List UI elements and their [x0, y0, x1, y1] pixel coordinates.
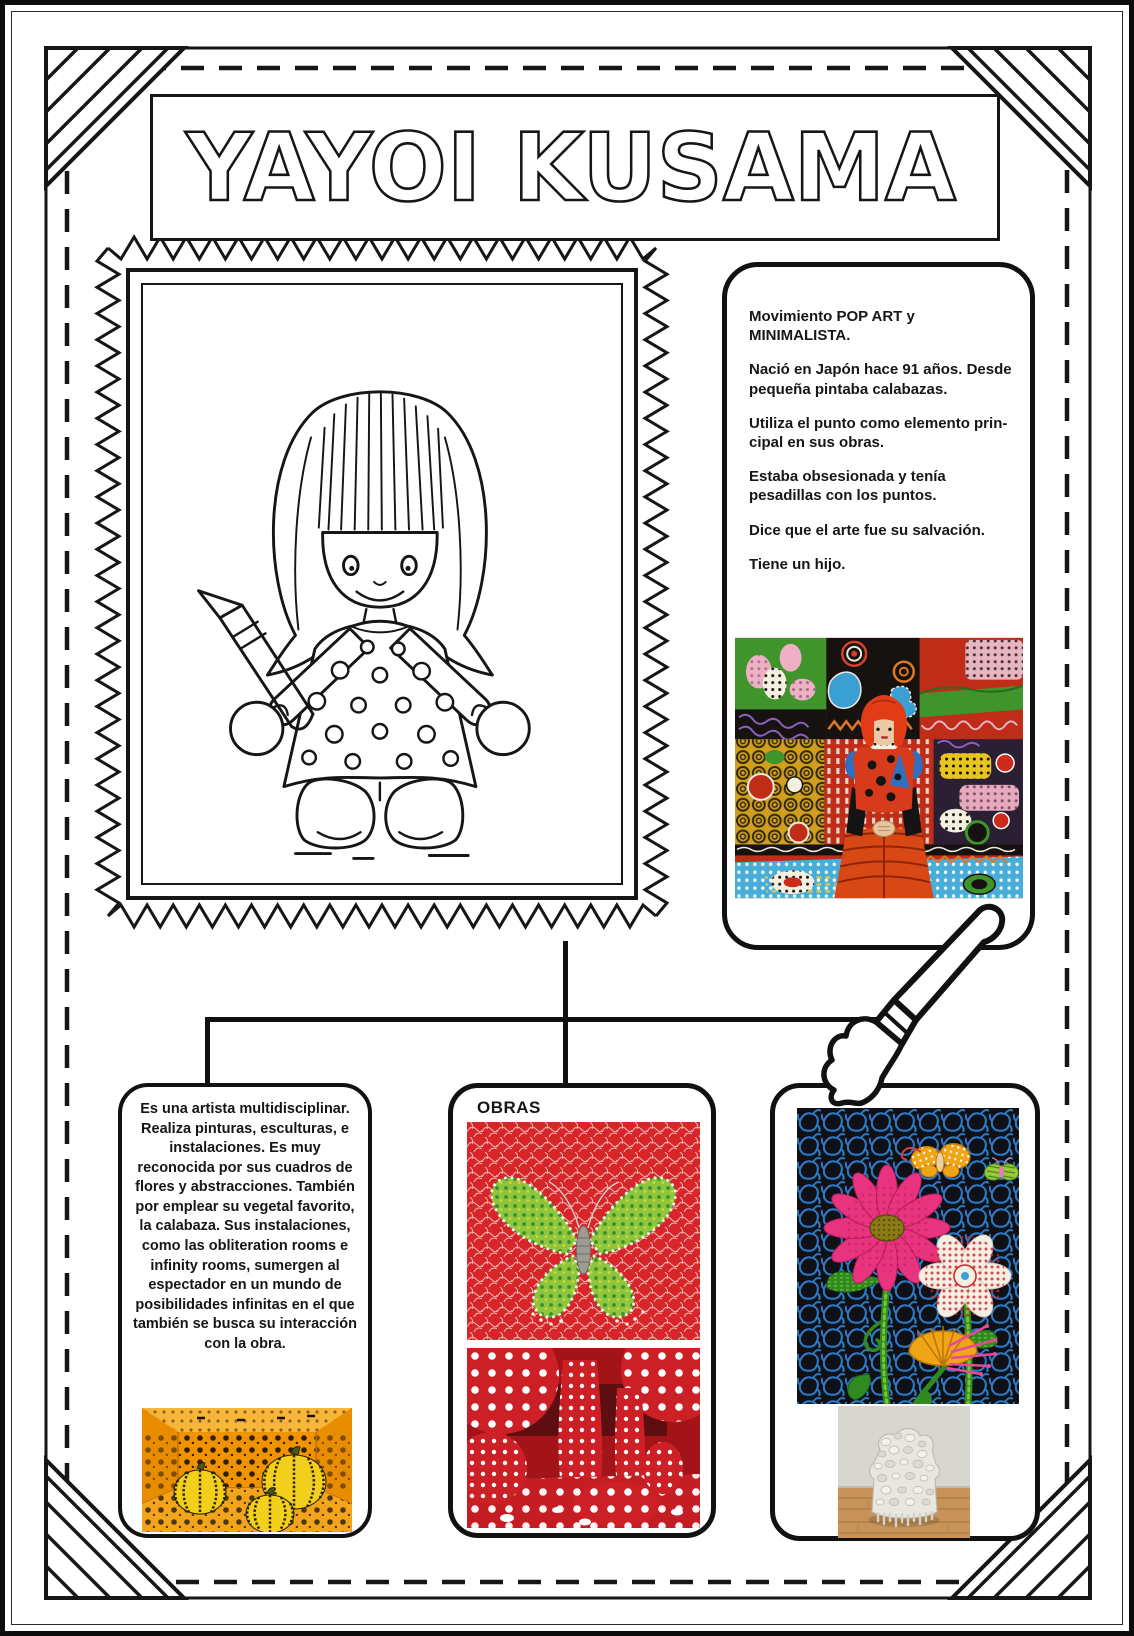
connector-vertical-left: [205, 1017, 210, 1083]
info-paragraph: Utiliza el punto como elemento principal en sus obras.: [749, 414, 1008, 451]
page-title: YAYOI KUSAMA: [185, 114, 957, 223]
info-paragraph: Estaba obsesionada y tenía pesadillas con los puntos.: [749, 468, 946, 505]
accumulation-chair: [870, 1429, 940, 1527]
connector-vertical-top: [563, 941, 568, 1021]
stamp-frame: [92, 228, 672, 934]
title-banner: [150, 94, 1000, 241]
paintbrush-handle: [894, 907, 1002, 1020]
paintbrush-bristles: [824, 1019, 902, 1104]
info-paragraph: Movimiento POP ART y MINIMALISTA.: [749, 308, 915, 345]
info-paragraph: Dice que el arte fue su salvación.: [749, 521, 985, 539]
dots-obsession-photo: [467, 1348, 700, 1528]
chair-sculpture-photo: [838, 1406, 970, 1538]
info-paragraph: Tiene un hijo.: [749, 555, 846, 573]
girl-eye: [344, 556, 359, 574]
girl-eye: [402, 556, 417, 574]
butterfly-body: [577, 1226, 591, 1274]
obras-label: OBRAS: [477, 1098, 541, 1117]
girl-mitten: [231, 702, 283, 754]
connector-horizontal: [205, 1017, 893, 1022]
pumpkin-room-photo: [142, 1408, 352, 1532]
info-paragraph: Nació en Japón hace 91 años. Desde pequeña pintaba calabazas.: [749, 361, 1012, 398]
facts-text: Es una artista multidisciplinar. Realiza pinturas, esculturas, e instalaciones. Es muy reconocida por sus cuadros de flores y abstracciones. También por emplear su vegetal favorito, la calabaza. Sus instalaciones, como las obliteration rooms e infinity rooms, sumergen al espectador en un mundo de posibilidades infinitas en el que también se busca su interacción con la obra.: [132, 1101, 358, 1352]
girl-mitten: [477, 702, 529, 754]
butterfly-painting-photo: [467, 1122, 700, 1340]
kusama-portrait-photo: [735, 637, 1023, 899]
connector-vertical-middle: [563, 1017, 568, 1083]
paintbrush-illustration: [812, 900, 1012, 1112]
flowers-painting-photo: [797, 1108, 1019, 1404]
